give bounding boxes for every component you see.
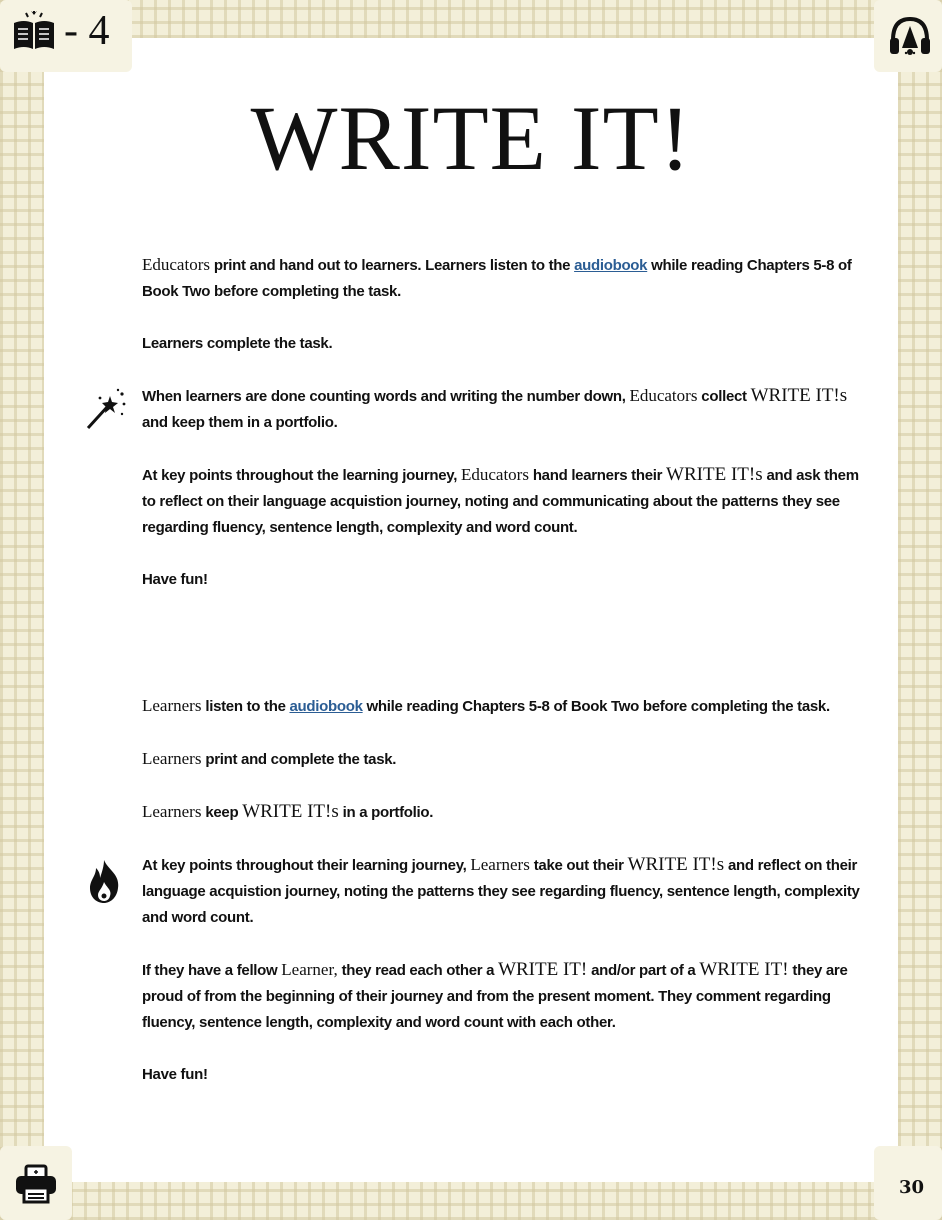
text-span: while reading Chapters 5-8 of Book Two before completing the task. — [142, 257, 852, 300]
page-number: 30 — [898, 1177, 924, 1198]
text-span: At key points throughout their learning journey, — [142, 857, 471, 874]
learners-term: Learners — [142, 696, 202, 715]
printer-icon[interactable] — [14, 1164, 58, 1204]
write-it-term: WRITE IT!s — [750, 385, 848, 406]
learner-paragraph-6: Have fun! — [142, 1066, 208, 1083]
write-it-term: WRITE IT!s — [666, 464, 763, 485]
learner-paragraph-2 — [142, 746, 862, 773]
border-bottom — [0, 1182, 942, 1220]
chapter-label: - 4 — [64, 8, 110, 54]
write-it-term: WRITE IT!s — [242, 801, 339, 822]
corner-bottom-left — [0, 1146, 72, 1220]
text-span: and ask them to reflect on their language acquistion journey, noting and communicating about the patterns they see regarding fluency, sentence length, complexity and word count. — [142, 467, 859, 536]
border-top — [0, 0, 942, 38]
text-span: hand learners their — [528, 467, 667, 484]
chapter-badge — [12, 10, 110, 52]
educator-section — [142, 252, 862, 619]
learner-paragraph-1 — [142, 693, 862, 720]
write-it-term: WRITE IT! — [498, 959, 588, 980]
learners-term: Learners — [470, 855, 530, 874]
page-title: WRITE IT! — [250, 87, 692, 189]
text-span: in a portfolio. — [338, 804, 434, 821]
learner-paragraph-4 — [142, 852, 862, 931]
corner-top-right — [874, 0, 942, 72]
learner-paragraph-3 — [142, 799, 862, 826]
text-span: listen to the — [201, 698, 290, 715]
write-it-term: WRITE IT!s — [627, 854, 725, 875]
text-span: they read each other a — [337, 962, 499, 979]
text-span: they are proud of from the beginning of their journey and from the present moment. They comment regarding fluency, sentence length, complexity and word count with each other. — [142, 962, 848, 1031]
learner-paragraph-5 — [142, 957, 862, 1036]
corner-top-left — [0, 0, 132, 72]
learners-term: Learners — [142, 802, 202, 821]
learners-term: Learners — [142, 749, 202, 768]
educator-paragraph-1 — [142, 252, 862, 305]
corner-bottom-right — [874, 1146, 942, 1220]
magic-wand-icon — [84, 388, 128, 432]
flame-icon — [86, 858, 122, 904]
wizard-headphones-icon[interactable] — [888, 14, 932, 58]
open-book-icon — [12, 11, 56, 51]
text-span: and keep them in a portfolio. — [142, 414, 338, 431]
text-span: take out their — [529, 857, 628, 874]
text-span: print and complete the task. — [201, 751, 397, 768]
educator-paragraph-2: Learners complete the task. — [142, 335, 333, 352]
write-it-term: WRITE IT! — [699, 959, 789, 980]
text-span: while reading Chapters 5-8 of Book Two before completing the task. — [362, 698, 830, 715]
audiobook-link[interactable]: audiobook — [289, 698, 363, 715]
educator-paragraph-3 — [142, 383, 862, 436]
educator-paragraph-4 — [142, 462, 862, 541]
educators-term: Educators — [142, 255, 210, 274]
text-span: keep — [201, 804, 243, 821]
educator-paragraph-5: Have fun! — [142, 571, 208, 588]
text-span: print and hand out to learners. Learners listen to the — [209, 257, 575, 274]
text-span: and reflect on their language acquistion journey, noting the patterns they see regarding fluency, sentence length, complexity and word count. — [142, 857, 860, 926]
text-span: At key points throughout the learning journey, — [142, 467, 461, 484]
audiobook-link[interactable]: audiobook — [574, 257, 648, 274]
educators-term: Educators — [460, 465, 529, 484]
learner-term: Learner, — [281, 960, 338, 979]
educators-term: Educators — [629, 386, 698, 405]
text-span: collect — [697, 388, 751, 405]
text-span: and/or part of a — [587, 962, 700, 979]
text-span: If they have a fellow — [142, 962, 282, 979]
text-span: When learners are done counting words and writing the number down, — [142, 388, 630, 405]
learner-section — [142, 693, 862, 1114]
